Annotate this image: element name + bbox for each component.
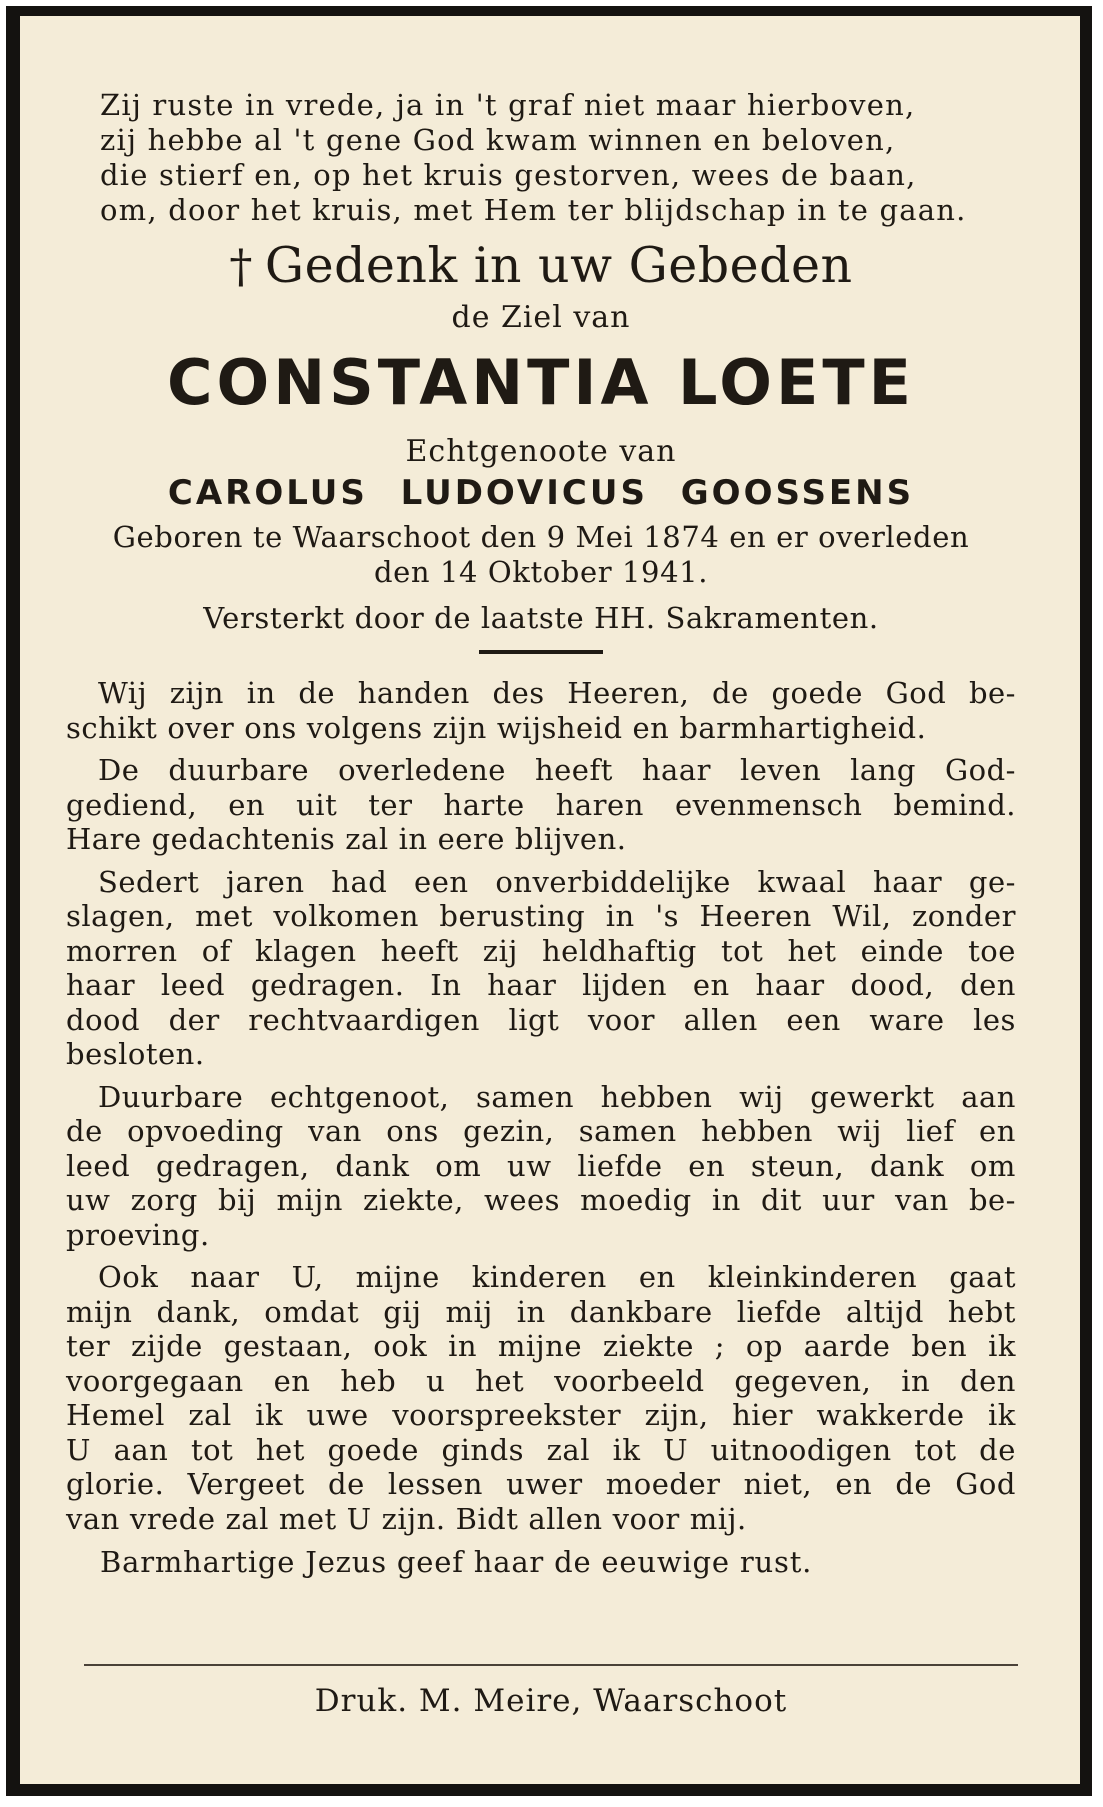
- paragraph-line: [66, 711, 1016, 746]
- word: les: [973, 1002, 1016, 1037]
- word: heeft: [380, 933, 459, 968]
- word: ziekte: [602, 1329, 694, 1363]
- word: en: [228, 787, 266, 822]
- message-paragraph: [66, 1260, 1016, 1536]
- word: dit: [760, 1183, 802, 1217]
- word: samen: [578, 1114, 677, 1148]
- word: het: [787, 933, 837, 968]
- paragraph-line: [66, 1295, 1016, 1330]
- word: leven: [739, 753, 822, 787]
- word: tot: [914, 1432, 957, 1467]
- spouse-of-label: Echtgenoote van: [405, 434, 677, 469]
- word: dank,: [156, 1294, 241, 1329]
- bottom-divider: [84, 1664, 1018, 1666]
- card-content: [66, 88, 1016, 1580]
- word: einde: [860, 933, 944, 968]
- word: de: [66, 1114, 103, 1148]
- paragraph-line: [66, 1502, 1016, 1537]
- word: ware: [869, 1002, 945, 1037]
- word: glorie.: [66, 1467, 165, 1501]
- word: ter: [368, 787, 413, 822]
- word: van: [308, 1114, 362, 1148]
- cross-icon: †: [229, 239, 253, 293]
- word: haren: [555, 787, 644, 822]
- divider: [479, 650, 603, 654]
- word: zal: [188, 1398, 232, 1432]
- word: zijn.: [381, 1501, 446, 1536]
- word: voorbeeld: [554, 1363, 705, 1398]
- paragraph-line: [66, 1037, 1016, 1072]
- word: echtgenoot,: [269, 1079, 450, 1114]
- word: mijne: [497, 1329, 582, 1363]
- word: uwer: [506, 1467, 583, 1501]
- word: liefde: [736, 1294, 822, 1329]
- word: U: [346, 1501, 372, 1536]
- word: aan: [113, 1432, 169, 1467]
- word: en: [632, 710, 670, 745]
- word: gezin,: [463, 1114, 555, 1148]
- paragraph-line: [66, 822, 1016, 857]
- paragraph-line: [66, 1003, 1016, 1038]
- word: in: [516, 1294, 546, 1329]
- word: uw: [66, 1183, 111, 1217]
- word: van: [894, 1183, 949, 1217]
- word: de: [895, 1467, 933, 1501]
- word: eere: [437, 822, 505, 856]
- word: opvoeding: [127, 1114, 284, 1148]
- word: ben: [911, 1329, 968, 1363]
- word: gedragen,: [155, 1148, 310, 1183]
- message-paragraph: [66, 676, 1016, 745]
- word: moedig: [580, 1183, 692, 1217]
- word: mijn: [66, 1294, 133, 1329]
- word: de: [979, 1432, 1016, 1467]
- word: en: [688, 1148, 726, 1183]
- word: ook: [373, 1329, 428, 1363]
- word: in: [901, 1363, 931, 1398]
- word: zijn,: [644, 1398, 709, 1432]
- word: aan: [961, 1079, 1016, 1114]
- word: moeder: [605, 1467, 721, 1501]
- word: aarde: [803, 1329, 891, 1363]
- word: steun,: [750, 1148, 845, 1183]
- word: bij: [217, 1183, 257, 1217]
- word: gestaan,: [223, 1329, 353, 1363]
- word: barmhartigheid.: [679, 710, 927, 745]
- word: ter: [66, 1329, 111, 1363]
- word: in: [448, 1329, 478, 1363]
- word: Bidt: [455, 1501, 519, 1536]
- word: mij.: [689, 1501, 747, 1536]
- word: Hare: [66, 822, 142, 856]
- word: tot: [721, 933, 764, 968]
- word: niet,: [743, 1467, 813, 1501]
- word: der: [168, 1002, 220, 1037]
- word: om: [969, 1148, 1016, 1183]
- word: in: [246, 676, 276, 710]
- word: om: [435, 1148, 482, 1183]
- word: haar: [66, 968, 136, 1002]
- word: voorgegaan: [66, 1363, 244, 1398]
- word: besloten.: [66, 1037, 205, 1071]
- paragraph-line: [66, 1433, 1016, 1468]
- word: schikt: [66, 710, 158, 745]
- word: omdat: [264, 1294, 360, 1329]
- paragraph-line: [66, 1183, 1016, 1218]
- word: gewerkt: [810, 1079, 935, 1114]
- word: zal: [225, 1501, 269, 1536]
- word: zijn: [432, 710, 487, 745]
- word: haar: [641, 753, 711, 787]
- word: en: [979, 1114, 1016, 1148]
- word: slagen,: [66, 899, 175, 933]
- word: voor: [612, 1501, 680, 1536]
- paragraph-line: [66, 788, 1016, 823]
- paragraph-line: [66, 1467, 1016, 1502]
- word: vrede: [129, 1501, 216, 1536]
- word: uwe: [306, 1398, 369, 1432]
- word: een: [786, 1002, 841, 1037]
- word: met: [195, 899, 253, 933]
- word: In: [430, 968, 462, 1002]
- word: wij: [837, 1114, 882, 1148]
- word: een: [414, 864, 469, 899]
- word: De: [98, 753, 140, 787]
- word: altijd: [845, 1294, 924, 1329]
- word: U: [663, 1432, 689, 1467]
- word: uw: [507, 1148, 552, 1183]
- word: allen: [528, 1501, 603, 1536]
- word: over: [167, 710, 235, 745]
- word: de: [328, 1467, 365, 1501]
- paragraph-line: [66, 899, 1016, 934]
- word: ginds: [441, 1432, 525, 1467]
- word: gij: [383, 1294, 422, 1329]
- poem-line: om, door het kruis, met Hem ter blijdschap in te gaan.: [100, 193, 967, 227]
- word: toe: [968, 933, 1016, 968]
- word: mij: [445, 1294, 493, 1329]
- word: u: [426, 1363, 446, 1398]
- word: lief: [906, 1114, 955, 1148]
- paragraph-line: [66, 1080, 1016, 1115]
- word: in: [605, 899, 635, 933]
- word: Heeren,: [567, 676, 690, 710]
- spouse-name: CAROLUS LUDOVICUS GOOSSENS: [167, 473, 915, 513]
- word: mijn: [276, 1183, 343, 1217]
- word: dood,: [850, 968, 935, 1002]
- word: zij: [482, 933, 518, 968]
- word: rechtvaardigen: [248, 1002, 480, 1037]
- word: blijven.: [514, 822, 627, 856]
- word: haar: [873, 864, 943, 899]
- word: dankbare: [569, 1294, 713, 1329]
- paragraph-line: [66, 1398, 1016, 1433]
- word: voor: [587, 1002, 656, 1037]
- poem-line: die stierf en, op het kruis gestorven, wees de baan,: [100, 158, 917, 192]
- poem: [100, 88, 1016, 228]
- word: be-: [968, 1183, 1016, 1217]
- word: dank: [870, 1148, 945, 1183]
- word: goede: [771, 676, 863, 710]
- word: overledene: [338, 753, 506, 787]
- word: U,: [291, 1260, 324, 1294]
- prayer-heading-text: Gedenk in uw Gebeden: [264, 237, 853, 294]
- paragraph-line: [66, 1364, 1016, 1399]
- word: uur: [822, 1183, 875, 1217]
- word: het: [255, 1432, 305, 1467]
- word: jaren: [226, 864, 305, 899]
- message-paragraph: [66, 1080, 1016, 1253]
- word: zal: [345, 822, 389, 856]
- word: des: [492, 676, 545, 710]
- word: God: [885, 676, 947, 710]
- word: kwaal: [757, 864, 847, 899]
- word: en: [835, 1467, 873, 1501]
- word: heeft: [534, 753, 613, 787]
- poem-line: zij hebbe al 't gene God kwam winnen en beloven,: [100, 123, 896, 157]
- deceased-name: CONSTANTIA LOETE: [166, 346, 916, 419]
- word: het: [475, 1363, 525, 1398]
- word: Wil,: [832, 899, 892, 933]
- paragraph-line: [66, 1114, 1016, 1149]
- word: mijne: [355, 1260, 440, 1294]
- word: hebt: [947, 1294, 1016, 1329]
- word: handen: [357, 676, 470, 710]
- birth-death-line: den 14 Oktober 1941.: [373, 555, 709, 589]
- word: volkomen: [273, 899, 419, 933]
- word: ik: [988, 1329, 1016, 1363]
- word: be-: [968, 676, 1016, 710]
- word: en: [273, 1363, 311, 1398]
- word: en: [638, 1260, 676, 1294]
- word: samen: [476, 1079, 575, 1114]
- birth-death-statement: [66, 520, 1016, 590]
- word: lessen: [387, 1467, 483, 1501]
- word: van: [66, 1501, 120, 1536]
- word: den: [960, 1363, 1016, 1398]
- word: klagen: [255, 933, 357, 968]
- word: harte: [443, 787, 525, 822]
- word: Vergeet: [187, 1467, 305, 1501]
- word: uit: [296, 787, 338, 822]
- closing-prayer: Barmhartige Jezus geef haar de eeuwige rust.: [100, 1545, 813, 1579]
- word: haar: [487, 968, 557, 1002]
- soul-of-label: de Ziel van: [451, 300, 631, 335]
- word: Heeren: [699, 899, 812, 933]
- word: tot: [190, 1432, 234, 1467]
- word: voorspreekster: [392, 1398, 622, 1432]
- word: uitnoodigen: [710, 1432, 892, 1467]
- word: Duurbare: [98, 1079, 244, 1114]
- prayer-heading: [66, 238, 1016, 294]
- word: gaat: [949, 1260, 1016, 1294]
- paragraph-line: [66, 676, 1016, 711]
- word: in: [711, 1183, 741, 1217]
- word: hebben: [701, 1114, 813, 1148]
- word: Hemel: [66, 1398, 165, 1432]
- word: ons: [386, 1114, 439, 1148]
- word: hebben: [600, 1079, 713, 1114]
- word: lijden: [582, 968, 668, 1002]
- word: lang: [850, 753, 916, 787]
- word: morren: [66, 933, 178, 968]
- message-paragraph: [66, 753, 1016, 857]
- paragraph-line: [66, 865, 1016, 900]
- word: U: [66, 1432, 91, 1467]
- word: haar: [755, 968, 825, 1002]
- word: wees: [484, 1183, 561, 1217]
- word: proeving.: [66, 1217, 210, 1252]
- word: gegeven,: [734, 1363, 872, 1398]
- paragraph-line: [66, 1218, 1016, 1253]
- word: Ook: [98, 1260, 159, 1294]
- word: wakkerde: [816, 1398, 965, 1432]
- word: kinderen: [471, 1260, 607, 1294]
- word: naar: [190, 1260, 260, 1294]
- word: gedragen.: [250, 968, 405, 1002]
- word: ge-: [968, 864, 1016, 899]
- word: en: [692, 968, 730, 1002]
- word: God: [955, 1467, 1016, 1501]
- word: had: [331, 864, 388, 899]
- word: leed: [66, 1148, 131, 1183]
- message-paragraph: [66, 865, 1016, 1072]
- paragraph-line: [66, 1149, 1016, 1184]
- word: op: [745, 1329, 783, 1363]
- word: ik: [612, 1432, 641, 1467]
- word: gedachtenis: [151, 822, 336, 856]
- word: ik: [255, 1398, 284, 1432]
- word: de: [298, 676, 336, 710]
- word: ziekte,: [363, 1183, 464, 1217]
- word: 's: [655, 899, 680, 933]
- word: goede: [327, 1432, 419, 1467]
- word: wijsheid: [496, 710, 623, 745]
- word: zonder: [911, 899, 1016, 933]
- word: in: [398, 822, 428, 856]
- paragraph-line: [66, 1260, 1016, 1295]
- word: de: [712, 676, 749, 710]
- paragraph-line: [66, 1329, 1016, 1364]
- birth-death-line: Geboren te Waarschoot den 9 Mei 1874 en er overleden: [112, 520, 970, 554]
- word: ligt: [508, 1002, 560, 1037]
- word: wij: [739, 1079, 784, 1114]
- word: onverbiddelijke: [495, 864, 731, 899]
- word: dank: [335, 1148, 410, 1183]
- paragraph-line: [66, 968, 1016, 1003]
- word: liefde: [577, 1148, 663, 1183]
- paragraph-line: [66, 934, 1016, 969]
- word: Sedert: [98, 864, 200, 899]
- word: dood: [66, 1002, 141, 1037]
- word: heldhaftig: [542, 933, 697, 968]
- word: allen: [683, 1002, 758, 1037]
- word: kleinkinderen: [707, 1260, 918, 1294]
- poem-line: Zij ruste in vrede, ja in 't graf niet maar hierboven,: [100, 88, 916, 122]
- word: bemind.: [893, 787, 1016, 822]
- message-paragraphs: [66, 676, 1016, 1536]
- word: ons: [244, 710, 297, 745]
- word: ik: [988, 1398, 1016, 1432]
- word: zijde: [131, 1329, 203, 1363]
- word: Wij: [98, 676, 148, 710]
- word: evenmensch: [674, 787, 863, 822]
- word: God-: [944, 753, 1016, 787]
- word: zal: [546, 1432, 590, 1467]
- word: gediend,: [66, 787, 198, 822]
- word: heb: [340, 1363, 397, 1398]
- printer-credit: Druk. M. Meire, Waarschoot: [314, 1683, 788, 1719]
- word: duurbare: [168, 753, 310, 787]
- sacraments-line: Versterkt door de laatste HH. Sakramenten.: [203, 601, 879, 635]
- word: zijn: [169, 676, 224, 710]
- word: leed: [160, 968, 226, 1002]
- word: zorg: [130, 1183, 198, 1217]
- paragraph-line: [66, 753, 1016, 788]
- word: berusting: [439, 899, 586, 933]
- word: hier: [732, 1398, 794, 1432]
- word: volgens: [306, 710, 423, 745]
- word: met: [278, 1501, 337, 1536]
- word: den: [960, 968, 1016, 1002]
- word: of: [201, 933, 231, 968]
- word: ;: [714, 1329, 726, 1363]
